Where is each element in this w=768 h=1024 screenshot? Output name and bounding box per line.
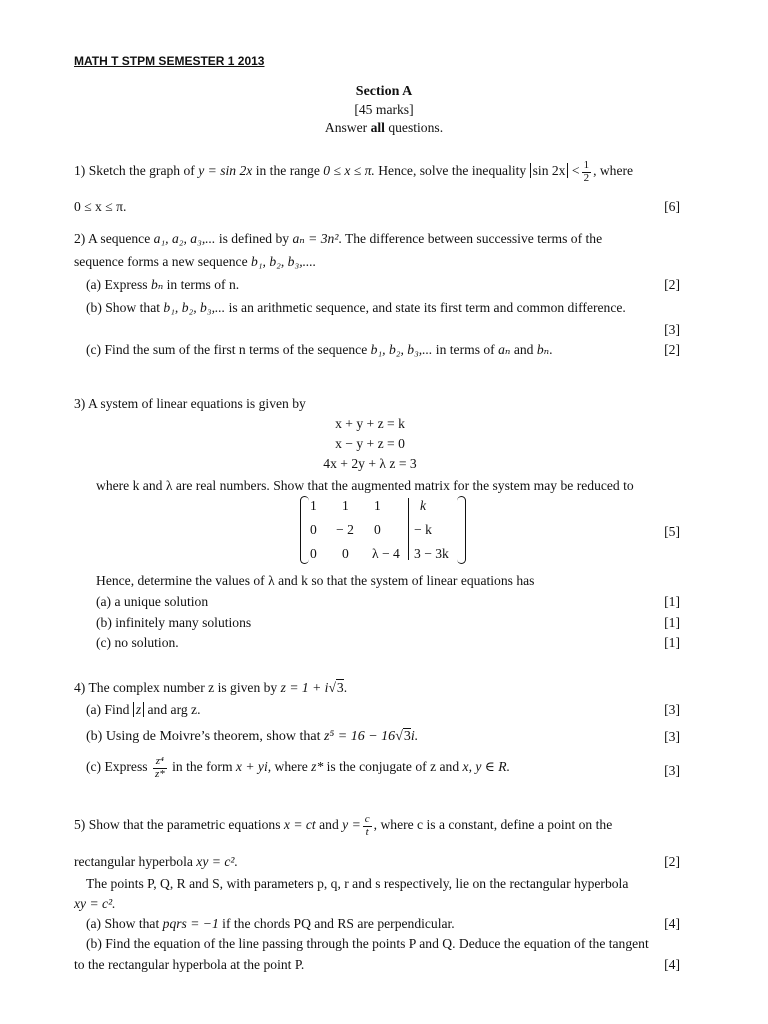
fraction-half: $\frac{1}{2}$	[583, 159, 590, 184]
matrix-cell: 0	[342, 546, 349, 561]
matrix-cell: 1	[374, 498, 381, 513]
question-3-intro: 3) A system of linear equations is given by	[74, 396, 306, 411]
question-3a-mark: [1]	[664, 594, 680, 609]
question-5b-mark: [4]	[664, 957, 680, 972]
question-5-line-3: The points P, Q, R and S, with parameters p, q, r and s respectively, lie on the rectangular hyperbola	[86, 876, 629, 891]
equation-3: 4x + 2y + λ z = 3	[323, 456, 417, 471]
matrix-cell: λ − 4	[372, 546, 400, 561]
matrix-cell: 1	[310, 498, 317, 513]
question-1-line-2: 0 ≤ x ≤ π.	[74, 199, 127, 214]
matrix-cell: k	[420, 498, 427, 513]
abs-value: sin 2x	[530, 163, 569, 178]
question-5b-line-1: (b) Find the equation of the line passing through the points P and Q. Deduce the equation of the tangent	[86, 936, 649, 951]
exam-header: MATH T STPM SEMESTER 1 2013	[74, 54, 265, 68]
question-3-where: where k and λ are real numbers. Show that the augmented matrix for the system may be reduced to	[96, 478, 634, 493]
question-3b: (b) infinitely many solutions	[96, 615, 252, 630]
question-2b: (b) Show that b₁, b₂, b₃,... is an arithmetic sequence, and state its first term and common difference.	[86, 300, 626, 315]
question-5-line-2-mark: [2]	[664, 854, 680, 869]
matrix-cell: − k	[414, 522, 432, 537]
question-1-line-1: 1) Sketch the graph of y = sin 2x in the range 0 ≤ x ≤ π. Hence, solve the inequality sin 2x < $\frac{1}{2}$ , where	[74, 159, 634, 184]
question-5b-line-2: to the rectangular hyperbola at the point P.	[74, 957, 305, 972]
question-2-line-1: 2) A sequence a₁, a₂, a₃,... is defined by aₙ = 3n². The difference between successive terms of the	[74, 231, 603, 246]
equation-1: x + y + z = k	[335, 416, 405, 431]
question-5a-mark: [4]	[664, 916, 680, 931]
question-4-intro: 4) The complex number z is given by z = 1 + i√3.	[74, 680, 348, 695]
question-3a: (a) a unique solution	[96, 594, 209, 609]
matrix-cell: 1	[342, 498, 349, 513]
matrix-cell: 0	[310, 522, 317, 537]
matrix-cell: 0	[310, 546, 317, 561]
equation-2: x − y + z = 0	[335, 436, 405, 451]
question-3b-mark: [1]	[664, 615, 680, 630]
question-2a: (a) Express bₙ in terms of n.	[86, 277, 240, 292]
fraction-z4-over-zstar: $\frac{\text{z⁴}}{z*}$	[154, 755, 165, 780]
question-4b-mark: [3]	[664, 729, 680, 744]
matrix-cell: − 2	[336, 522, 354, 537]
question-3-hence: Hence, determine the values of λ and k so that the system of linear equations has	[96, 573, 535, 588]
matrix-cell: 3 − 3k	[414, 546, 449, 561]
question-3-matrix-mark: [5]	[664, 524, 680, 539]
question-1-mark: [6]	[664, 199, 680, 214]
question-5a: (a) Show that pqrs = −1 if the chords PQ and RS are perpendicular.	[86, 916, 455, 931]
section-title: Section A	[355, 84, 413, 99]
matrix-right-bracket	[457, 496, 466, 564]
matrix-cell: 0	[374, 522, 381, 537]
question-5-line-1: 5) Show that the parametric equations x = ct and y = $\frac{c}{t}$ , where c is a constant, define a point on the	[74, 813, 613, 838]
augmented-matrix	[300, 496, 466, 564]
question-2-line-2: sequence forms a new sequence b₁, b₂, b₃,....	[74, 254, 317, 269]
question-2c-mark: [2]	[664, 342, 680, 357]
question-2b-mark: [3]	[664, 322, 680, 337]
question-4a-mark: [3]	[664, 702, 680, 717]
question-5-line-2: rectangular hyperbola xy = c².	[74, 854, 238, 869]
question-5-line-4: xy = c².	[74, 896, 116, 911]
fraction-c-over-t: $\frac{c}{t}$	[364, 813, 370, 838]
question-4c: (c) Express $\frac{\text{z⁴}}{z*}$ in the form x + yi, where z* is the conjugate of z and x, y ∈ R.	[86, 755, 510, 780]
question-3c-mark: [1]	[664, 635, 680, 650]
section-marks: [45 marks]	[354, 102, 414, 117]
question-2a-mark: [2]	[664, 277, 680, 292]
question-4a: (a) Find z and arg z.	[86, 702, 201, 717]
matrix-left-bracket	[300, 496, 309, 564]
section-instruction: Answer all questions.	[324, 120, 444, 135]
matrix-divider	[408, 498, 409, 560]
question-2c: (c) Find the sum of the first n terms of the sequence b₁, b₂, b₃,... in terms of aₙ and bₙ.	[86, 342, 553, 357]
question-4c-mark: [3]	[664, 763, 680, 778]
question-3c: (c) no solution.	[96, 635, 179, 650]
question-4b: (b) Using de Moivre’s theorem, show that z⁵ = 16 − 16√3i.	[86, 729, 419, 744]
